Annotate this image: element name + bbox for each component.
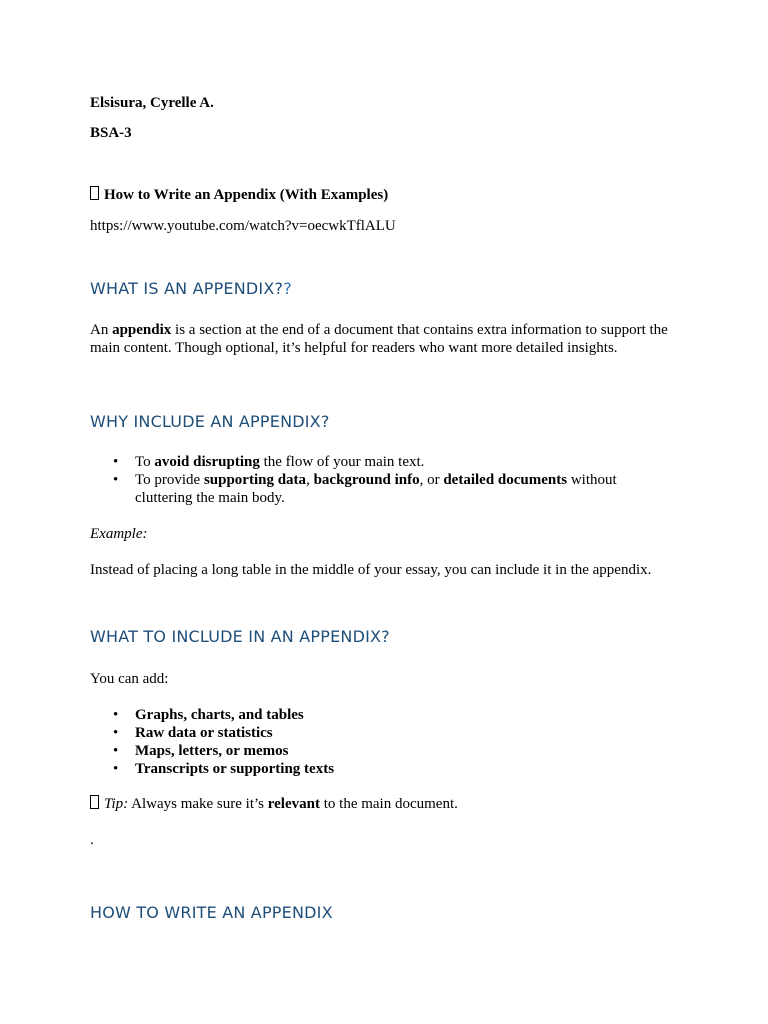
tip-text: to the main document. [319, 796, 458, 812]
list-item [90, 471, 650, 507]
bullet-icon: • [113, 743, 119, 759]
definition-paragraph [90, 321, 680, 357]
video-url[interactable]: https://www.youtube.com/watch?v=oecwkTflALU [90, 218, 396, 234]
tip-bold: relevant [267, 796, 320, 812]
item-text: Transcripts or supporting texts [135, 761, 335, 777]
missing-glyph-icon [90, 186, 99, 200]
video-title: How to Write an Appendix (With Examples) [104, 187, 389, 203]
bold-text: background info [313, 472, 420, 488]
heading-text: WHAT IS AN APPENDIX? [90, 279, 284, 298]
list-item [90, 453, 650, 471]
text: To provide [135, 472, 204, 488]
text: , or [419, 472, 444, 488]
para-text: is a section at the end of a document that contains extra information to support the main content. Though optional, it’s helpful for readers who want more detailed insights. [90, 322, 668, 356]
section-heading-what-is [90, 279, 292, 299]
example-text: Instead of placing a long table in the middle of your essay, you can include it in the appendix. [90, 562, 652, 578]
item-text: Maps, letters, or memos [135, 743, 289, 759]
missing-glyph-icon [90, 795, 99, 809]
text: , [306, 472, 314, 488]
section-heading-what-to-include: WHAT TO INCLUDE IN AN APPENDIX? [90, 627, 390, 646]
bullet-icon: • [113, 725, 119, 741]
why-include-list [90, 453, 650, 507]
include-list [90, 706, 650, 778]
tip-line [90, 795, 458, 813]
video-title-line [90, 186, 388, 204]
text: the flow of your main text. [259, 454, 425, 470]
author-section: BSA-3 [90, 125, 132, 141]
list-item [90, 760, 650, 778]
stray-dot: . [90, 832, 94, 848]
bullet-icon: • [113, 472, 119, 488]
heading-extra: ? [283, 279, 292, 298]
list-item [90, 724, 650, 742]
section-heading-why-include: WHY INCLUDE AN APPENDIX? [90, 412, 330, 431]
bold-text: avoid disrupting [154, 454, 260, 470]
list-item [90, 742, 650, 760]
list-item [90, 706, 650, 724]
tip-label: Tip: [104, 796, 129, 812]
bold-text: detailed documents [443, 472, 568, 488]
section-heading-how-to-write: HOW TO WRITE AN APPENDIX [90, 903, 333, 922]
example-label: Example: [90, 526, 148, 542]
para-text: An [90, 322, 113, 338]
item-text: Raw data or statistics [135, 725, 273, 741]
text: To [135, 454, 155, 470]
author-name: Elsisura, Cyrelle A. [90, 95, 214, 111]
bullet-icon: • [113, 761, 119, 777]
tip-text: Always make sure it’s [128, 796, 268, 812]
bold-text: supporting data [203, 472, 307, 488]
para-bold-term: appendix [112, 322, 172, 338]
item-text: Graphs, charts, and tables [135, 707, 304, 723]
bullet-icon: • [113, 454, 119, 470]
text: without cluttering the main body. [135, 472, 617, 506]
bullet-icon: • [113, 707, 119, 723]
include-intro: You can add: [90, 671, 169, 687]
